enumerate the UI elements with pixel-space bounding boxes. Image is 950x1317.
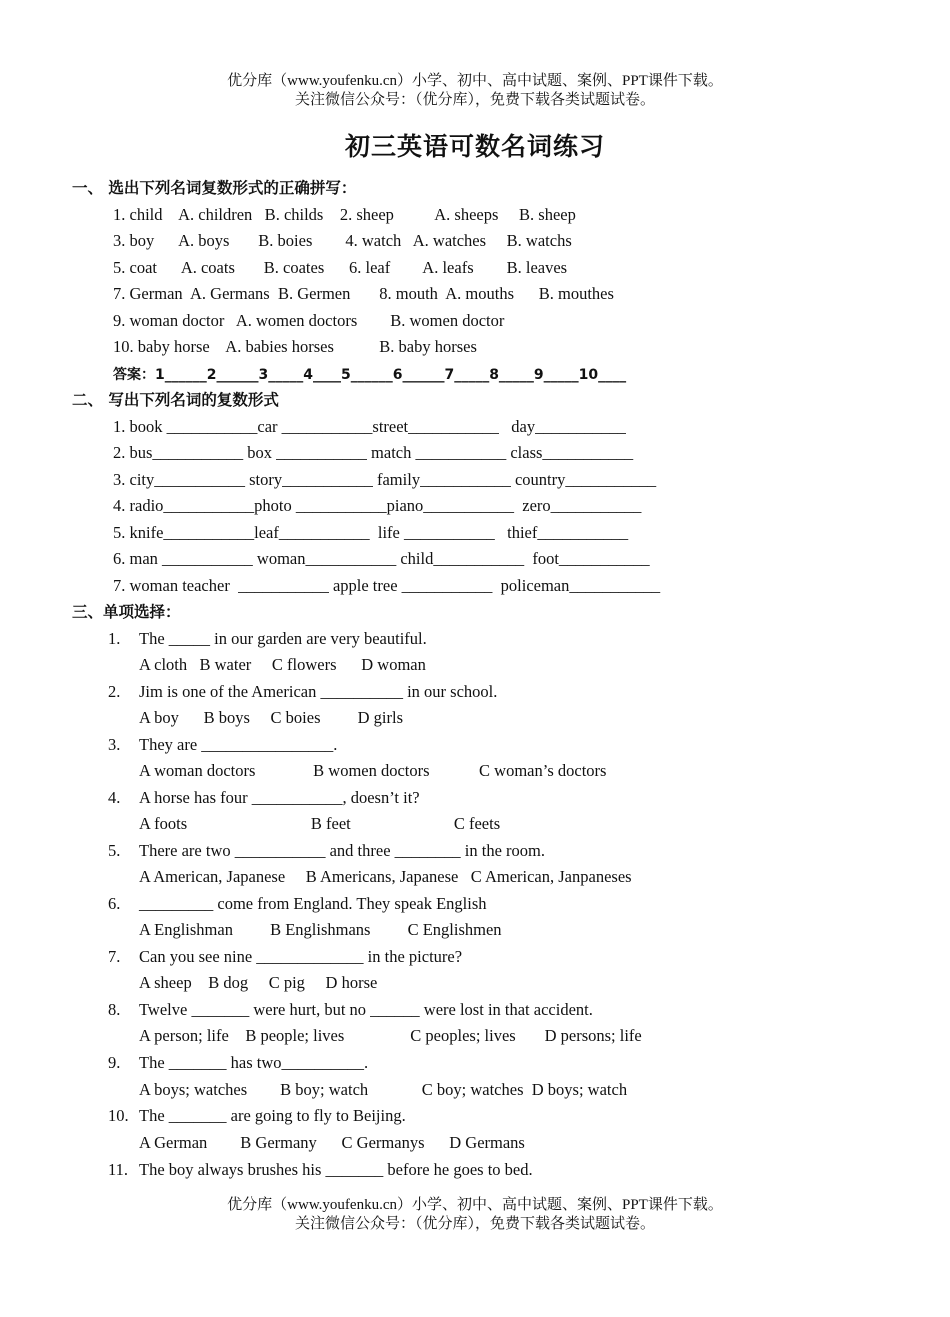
q3-number: 3. <box>108 735 121 754</box>
q4-stem: A horse has four ___________, doesn’t it? <box>139 788 420 807</box>
q9-options: A boys; watches B boy; watch C boy; watches D boys; watch <box>139 1080 628 1099</box>
part2-row-7: 7. woman teacher ___________ apple tree ___________ policeman___________ <box>113 576 661 595</box>
part2-row-5: 5. knife___________leaf___________ life ___________ thief___________ <box>113 523 629 542</box>
part2-row-2: 2. bus___________ box ___________ match ___________ class___________ <box>113 443 634 462</box>
q5-number: 5. <box>108 841 121 860</box>
q2-stem: Jim is one of the American __________ in our school. <box>139 682 498 701</box>
part2-row-1: 1. book ___________car ___________street___________ day___________ <box>113 417 626 436</box>
q10-number: 10. <box>108 1106 129 1125</box>
q8-stem: Twelve _______ were hurt, but no ______ were lost in that accident. <box>139 1000 593 1019</box>
q8-options: A person; life B people; lives C peoples; lives D persons; life <box>139 1026 642 1045</box>
part2-row-4: 4. radio___________photo ___________piano___________ zero___________ <box>113 496 642 515</box>
q5-options: A American, Japanese B Americans, Japanese C American, Janpaneses <box>139 867 632 886</box>
q4-options: A foots B feet C feets <box>139 814 501 833</box>
q1-stem: The _____ in our garden are very beautiful. <box>139 629 427 648</box>
q1-options: A cloth B water C flowers D woman <box>139 655 426 674</box>
part1-row-4: 7. German A. Germans B. Germen 8. mouth A. mouths B. mouthes <box>113 284 614 303</box>
part3-heading: 三、单项选择： <box>72 603 181 621</box>
part2-row-6: 6. man ___________ woman___________ child___________ foot___________ <box>113 549 650 568</box>
q2-number: 2. <box>108 682 121 701</box>
footer-line-2: 关注微信公众号：（优分库），免费下载各类试题试卷。 <box>294 1216 655 1232</box>
part1-row-3: 5. coat A. coats B. coates 6. leaf A. leafs B. leaves <box>113 258 568 277</box>
q10-options: A German B Germany C Germanys D Germans <box>139 1133 525 1152</box>
q11-number: 11. <box>108 1160 129 1179</box>
q7-options: A sheep B dog C pig D horse <box>139 973 378 992</box>
q6-stem: _________ come from England. They speak English <box>139 894 487 913</box>
q9-stem: The _______ has two__________. <box>139 1053 369 1072</box>
part1-row-2: 3. boy A. boys B. boies 4. watch A. watches B. watchs <box>113 231 572 250</box>
part1-answer-line: 答案：1______2______3_____4____5______6______7_____8_____9_____10____ <box>113 367 627 383</box>
q1-number: 1. <box>108 629 121 648</box>
q6-options: A Englishman B Englishmans C Englishmen <box>139 920 502 939</box>
part1-heading: 一、 选出下列名词复数形式的正确拼写： <box>72 179 357 197</box>
q8-number: 8. <box>108 1000 121 1019</box>
part2-heading: 二、 写出下列名词的复数形式 <box>72 391 279 409</box>
q2-options: A boy B boys C boies D girls <box>139 708 404 727</box>
q7-stem: Can you see nine _____________ in the picture? <box>139 947 463 966</box>
part1-row-6: 10. baby horse A. babies horses B. baby horses <box>113 337 477 356</box>
q10-stem: The _______ are going to fly to Beijing. <box>139 1106 406 1125</box>
q9-number: 9. <box>108 1053 121 1072</box>
part2-row-3: 3. city___________ story___________ family___________ country___________ <box>113 470 657 489</box>
header-line-2: 关注微信公众号：（优分库），免费下载各类试题试卷。 <box>294 92 655 108</box>
part1-row-5: 9. woman doctor A. women doctors B. women doctor <box>113 311 505 330</box>
q11-stem: The boy always brushes his _______ before he goes to bed. <box>139 1160 533 1179</box>
q4-number: 4. <box>108 788 121 807</box>
header-line-1: 优分库（www.youfenku.cn）小学、初中、高中试题、案例、PPT课件下载。 <box>227 73 723 89</box>
q7-number: 7. <box>108 947 121 966</box>
part1-row-1: 1. child A. children B. childs 2. sheep A. sheeps B. sheep <box>113 205 576 224</box>
page-title: 初三英语可数名词练习 <box>344 134 605 161</box>
q3-stem: They are ________________. <box>139 735 338 754</box>
footer-line-1: 优分库（www.youfenku.cn）小学、初中、高中试题、案例、PPT课件下载。 <box>227 1197 723 1213</box>
q3-options: A woman doctors B women doctors C woman’s doctors <box>139 761 607 780</box>
q6-number: 6. <box>108 894 121 913</box>
q5-stem: There are two ___________ and three ________ in the room. <box>139 841 545 860</box>
